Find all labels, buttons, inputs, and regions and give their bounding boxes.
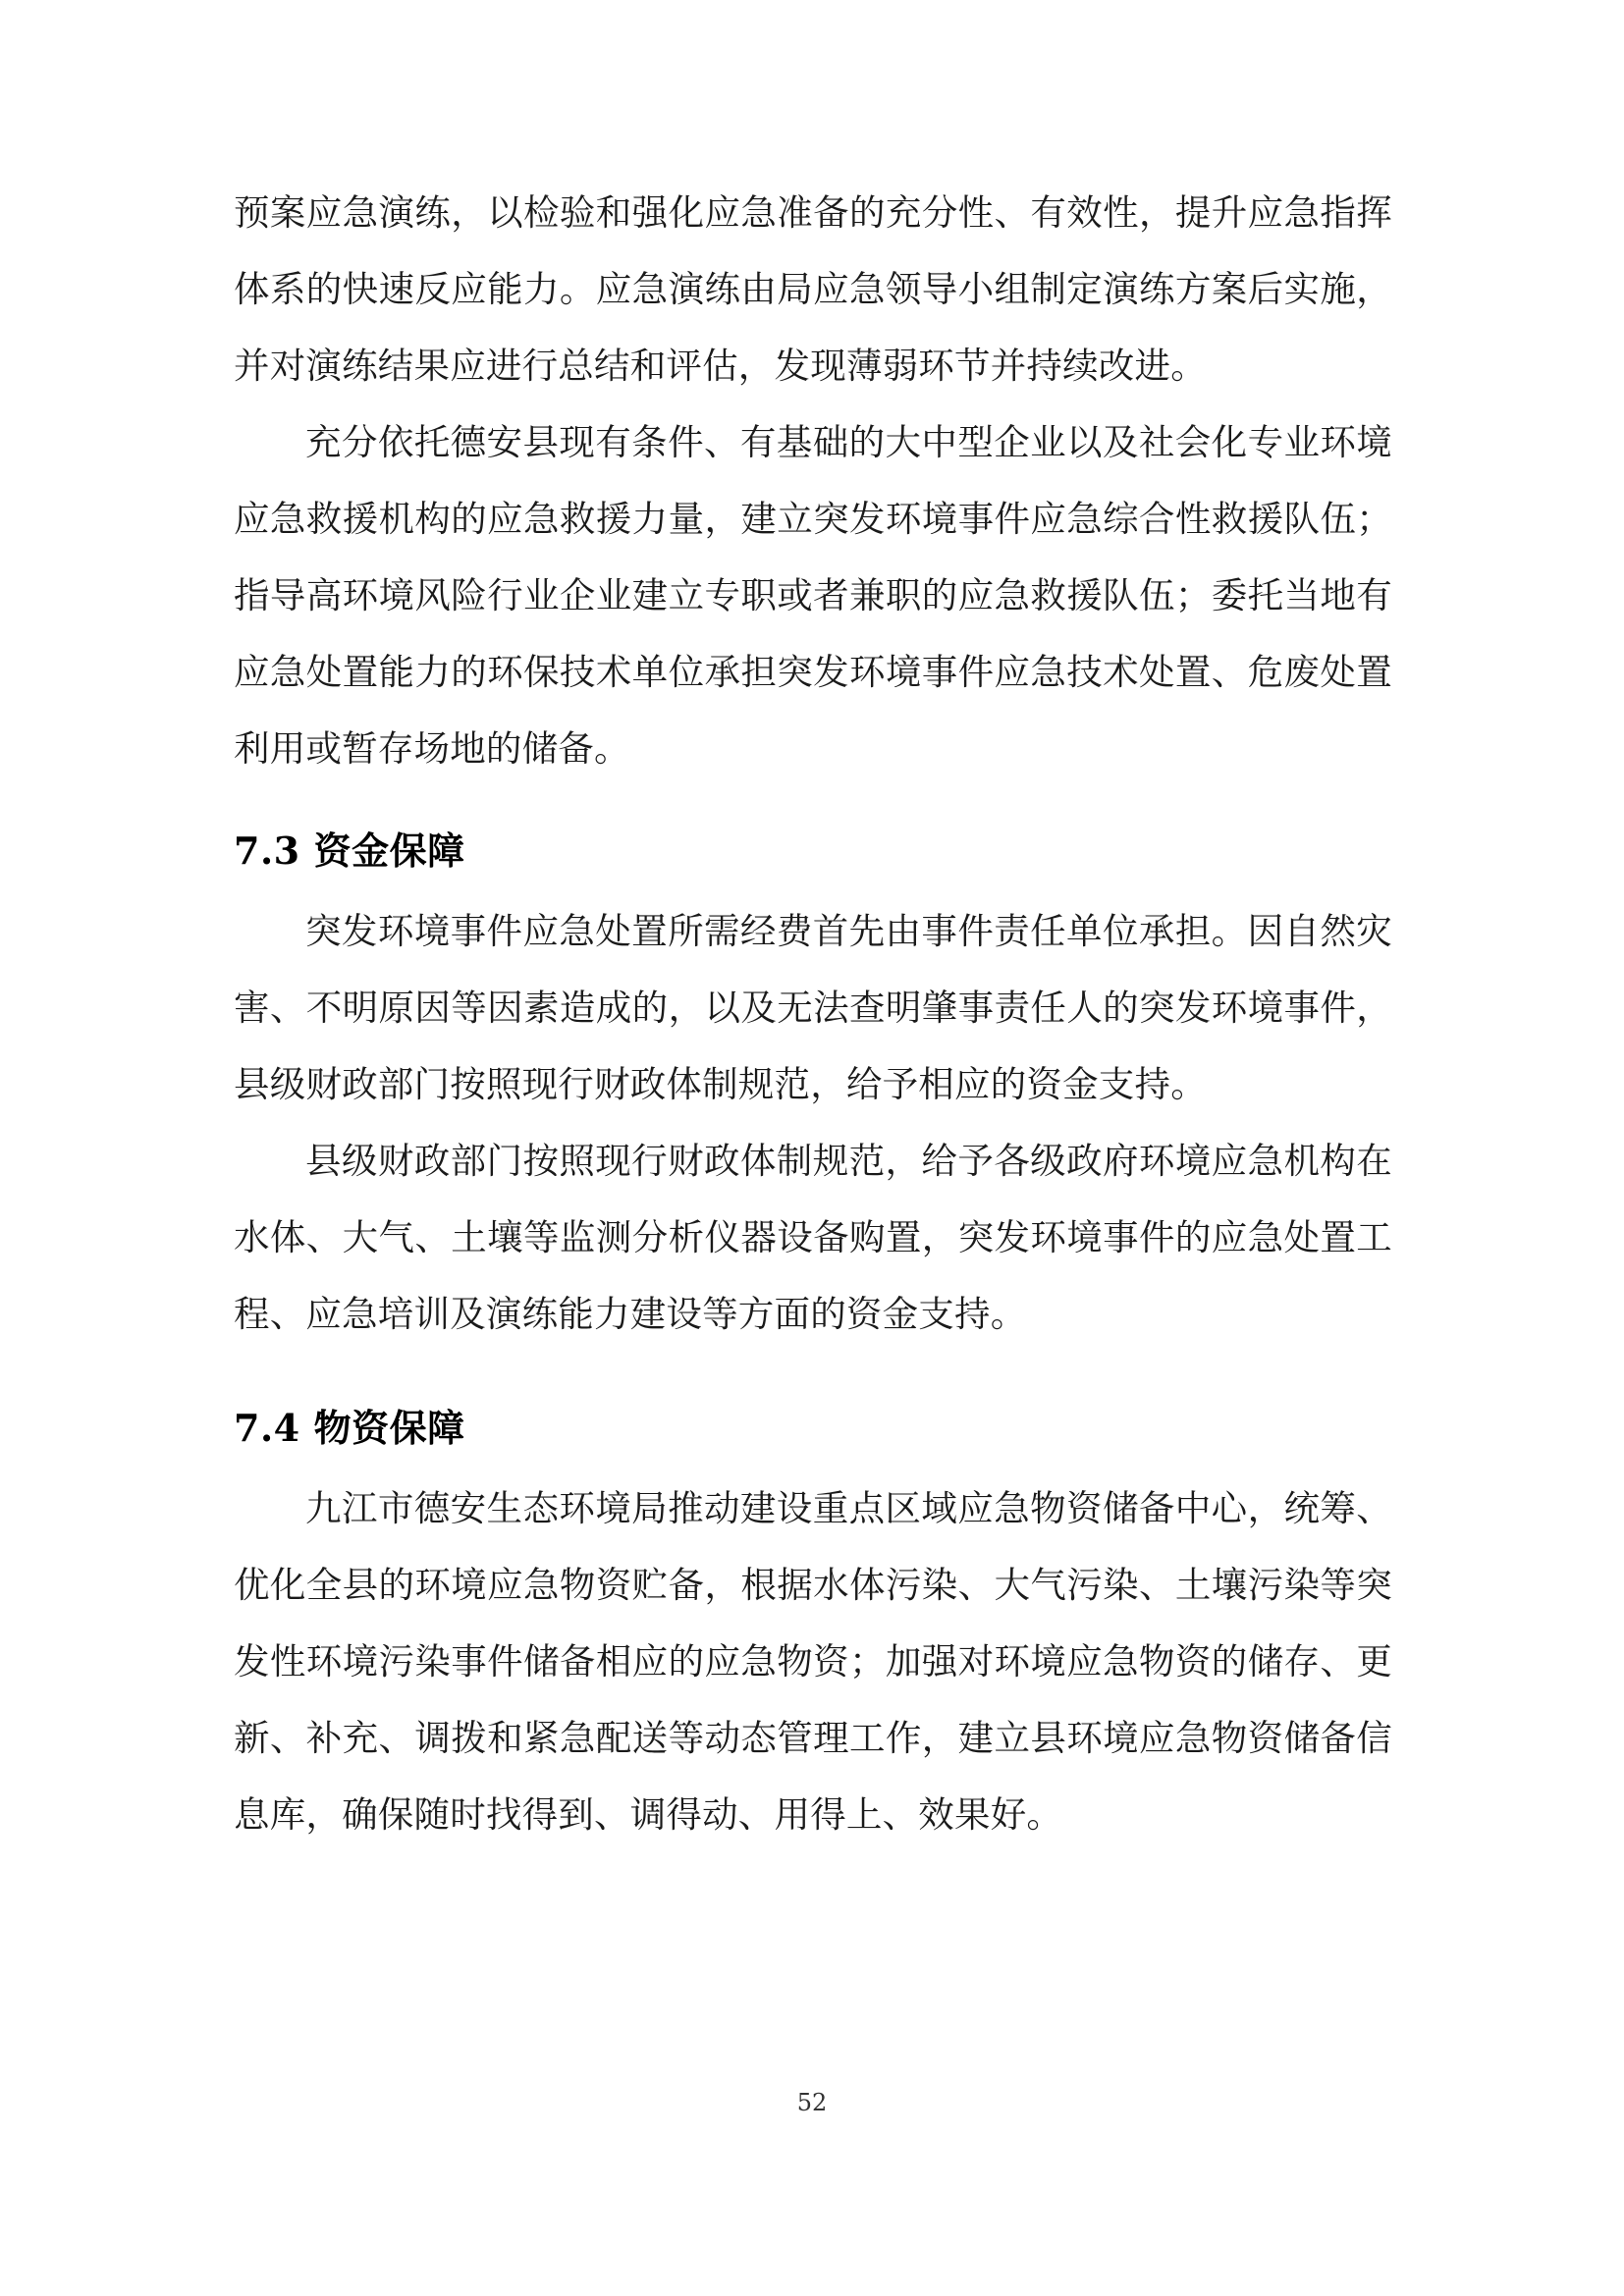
paragraph-rescue-force: 充分依托德安县现有条件、有基础的大中型企业以及社会化专业环境应急救援机构的应急救援力量，建立突发环境事件应急综合性救援队伍；指导高环境风险行业企业建立专职或者兼职的应急救援队伍；委托当地有应急处置能力的环保技术单位承担突发环境事件应急技术处置、危废处置利用或暂存场地的储备。	[234, 421, 1392, 770]
paragraph-funding-support: 县级财政部门按照现行财政体制规范，给予各级政府环境应急机构在水体、大气、土壤等监测分析仪器设备购置，突发环境事件的应急处置工程、应急培训及演练能力建设等方面的资金支持。	[234, 1140, 1392, 1335]
paragraph-funding-responsibility: 突发环境事件应急处置所需经费首先由事件责任单位承担。因自然灾害、不明原因等因素造成的，以及无法查明肇事责任人的突发环境事件，县级财政部门按照现行财政体制规范，给予相应的资金支持。	[234, 910, 1392, 1105]
heading-7-3-label: 资金保障	[313, 828, 465, 873]
page-number: 52	[796, 2089, 828, 2116]
heading-7-3-number: 7.3	[234, 828, 300, 873]
section-spacer-2	[234, 1353, 1392, 1374]
heading-7-3	[234, 815, 1392, 887]
paragraph-drill: 预案应急演练，以检验和强化应急准备的充分性、有效性，提升应急指挥体系的快速反应能力。应急演练由局应急领导小组制定演练方案后实施，并对演练结果应进行总结和评估，发现薄弱环节并持续改进。	[234, 191, 1392, 387]
section-spacer	[234, 787, 1392, 797]
page-content	[234, 175, 1392, 1853]
heading-7-4-number: 7.4	[234, 1406, 300, 1450]
paragraph-materials-reserve: 九江市德安生态环境局推动建设重点区域应急物资储备中心，统筹、优化全县的环境应急物资贮备，根据水体污染、大气污染、土壤污染等突发性环境污染事件储备相应的应急物资；加强对环境应急物资的储存、更新、补充、调拨和紧急配送等动态管理工作，建立县环境应急物资储备信息库，确保随时找得到、调得动、用得上、效果好。	[234, 1487, 1392, 1836]
heading-7-4-label: 物资保障	[313, 1406, 465, 1450]
heading-7-4	[234, 1392, 1392, 1465]
